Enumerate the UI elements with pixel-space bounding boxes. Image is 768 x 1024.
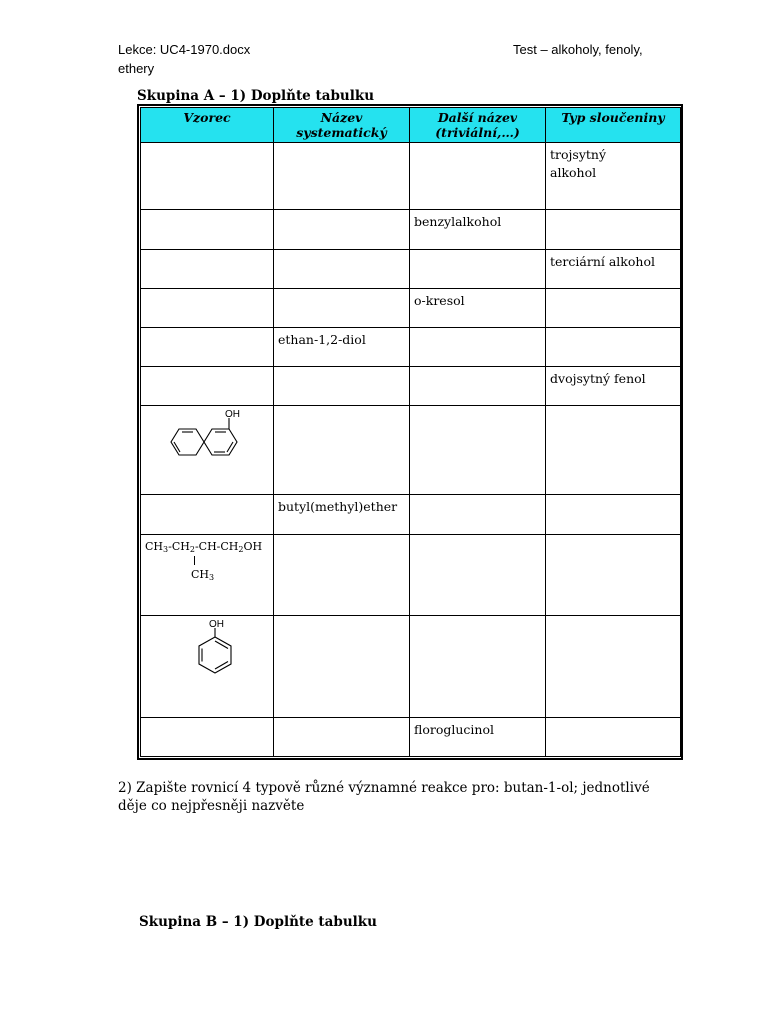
table-row	[141, 615, 681, 717]
section-b-heading: Skupina B – 1) Doplňte tabulku	[139, 914, 377, 930]
oh-label: OH	[209, 618, 224, 630]
cell-systematicky[interactable]	[274, 143, 410, 210]
cell-systematicky[interactable]	[274, 366, 410, 405]
document-title-continuation: ethery	[118, 61, 155, 76]
table-row	[141, 143, 681, 210]
cell-typ[interactable]	[546, 327, 681, 366]
column-header-typ-slouceniny: Typ sloučeniny	[546, 108, 681, 143]
cell-typ[interactable]: dvojsytný fenol	[546, 366, 681, 405]
cell-trivialni[interactable]: o-kresol	[410, 288, 546, 327]
table-row	[141, 406, 681, 495]
cell-typ[interactable]	[546, 534, 681, 615]
cell-vzorec[interactable]	[141, 406, 274, 495]
column-header-dalsi-nazev: Další název (triviální,…)	[410, 108, 546, 143]
fill-in-table	[137, 104, 683, 760]
table-row	[141, 210, 681, 249]
cell-typ[interactable]: trojsytný alkohol	[546, 143, 681, 210]
cell-systematicky[interactable]: ethan-1,2-diol	[274, 327, 410, 366]
table-row	[141, 366, 681, 405]
cell-systematicky[interactable]	[274, 406, 410, 495]
cell-systematicky[interactable]	[274, 534, 410, 615]
cell-vzorec[interactable]	[141, 249, 274, 288]
naphthol-structure-icon	[145, 409, 265, 459]
cell-vzorec[interactable]	[141, 366, 274, 405]
document-filename: Lekce: UC4-1970.docx	[118, 42, 251, 57]
table-row	[141, 327, 681, 366]
cell-typ[interactable]	[546, 495, 681, 534]
cell-vzorec[interactable]	[141, 288, 274, 327]
cell-typ[interactable]	[546, 615, 681, 717]
formula-branch: $CH_3$	[145, 556, 269, 583]
cell-vzorec[interactable]	[141, 534, 274, 615]
condensed-formula: $CH_3-CH_2-CH-CH_2OH$	[145, 539, 263, 554]
cell-vzorec[interactable]	[141, 495, 274, 534]
cell-vzorec[interactable]	[141, 327, 274, 366]
cell-trivialni[interactable]	[410, 615, 546, 717]
cell-trivialni[interactable]: floroglucinol	[410, 717, 546, 756]
oh-label: OH	[225, 409, 240, 421]
cell-vzorec[interactable]	[141, 210, 274, 249]
cell-systematicky[interactable]: butyl(methyl)ether	[274, 495, 410, 534]
table-header-row	[141, 108, 681, 143]
table-row	[141, 534, 681, 615]
cell-typ[interactable]	[546, 406, 681, 495]
cell-vzorec[interactable]	[141, 717, 274, 756]
cell-systematicky[interactable]	[274, 615, 410, 717]
cell-trivialni[interactable]	[410, 366, 546, 405]
cell-trivialni[interactable]: benzylalkohol	[410, 210, 546, 249]
cell-trivialni[interactable]	[410, 495, 546, 534]
question-2-text: 2) Zapište rovnicí 4 typově různé významné reakce pro: butan-1-ol; jednotlivé děje co nejpřesněji nazvěte	[118, 780, 650, 814]
table-row	[141, 249, 681, 288]
cell-typ[interactable]	[546, 210, 681, 249]
phenol-structure-icon	[145, 619, 265, 677]
document-title: Test – alkoholy, fenoly,	[513, 42, 643, 57]
cell-systematicky[interactable]	[274, 249, 410, 288]
cell-systematicky[interactable]	[274, 288, 410, 327]
table-row	[141, 288, 681, 327]
table-row	[141, 717, 681, 756]
table-row	[141, 495, 681, 534]
column-header-vzorec: Vzorec	[141, 108, 274, 143]
column-header-nazev-systematicky: Název systematický	[274, 108, 410, 143]
cell-vzorec[interactable]	[141, 615, 274, 717]
cell-systematicky[interactable]	[274, 717, 410, 756]
cell-typ[interactable]	[546, 717, 681, 756]
cell-trivialni[interactable]	[410, 534, 546, 615]
cell-trivialni[interactable]	[410, 406, 546, 495]
cell-vzorec[interactable]	[141, 143, 274, 210]
cell-typ[interactable]: terciární alkohol	[546, 249, 681, 288]
cell-trivialni[interactable]	[410, 249, 546, 288]
cell-typ[interactable]	[546, 288, 681, 327]
section-a-heading: Skupina A – 1) Doplňte tabulku	[137, 88, 375, 104]
cell-trivialni[interactable]	[410, 327, 546, 366]
cell-systematicky[interactable]	[274, 210, 410, 249]
cell-trivialni[interactable]	[410, 143, 546, 210]
